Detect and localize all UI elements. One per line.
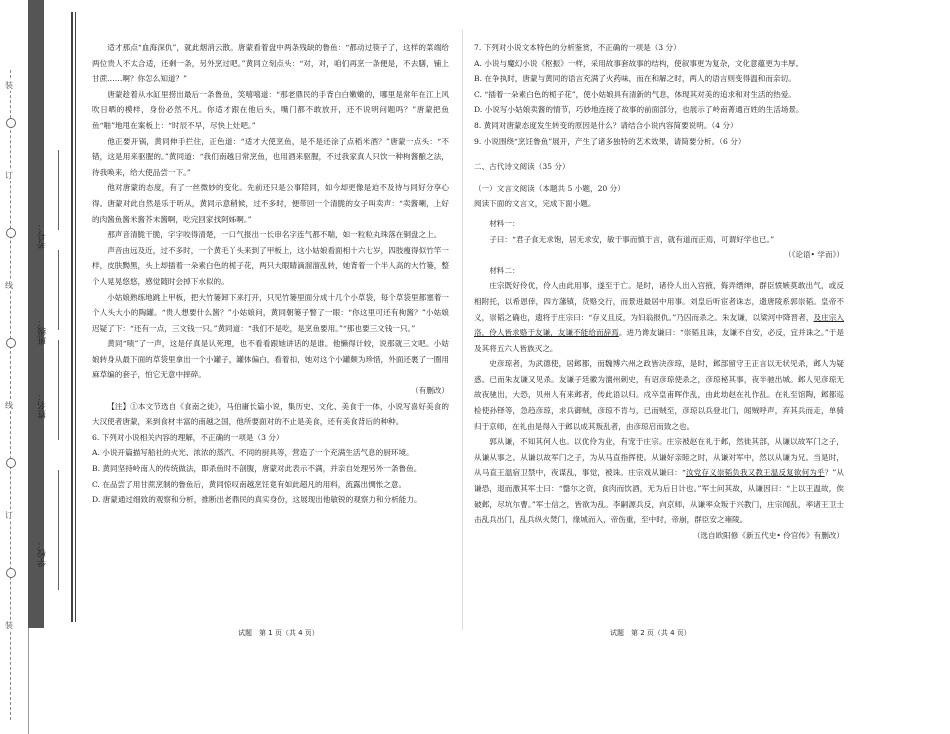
binding-bar — [28, 0, 44, 628]
class-field[interactable] — [58, 250, 59, 330]
frame-line — [75, 12, 76, 622]
subsection-title: （一）文言文阅读（本题共 5 小题，20 分） — [474, 183, 625, 193]
underlined-sentence: 汝党存义崇韬负我又教王温反复欲何为乎 — [685, 468, 825, 478]
school-label: 学校： — [38, 540, 48, 567]
material2-paragraph — [474, 278, 844, 356]
material2-paragraph — [474, 434, 844, 528]
paragraph-text: 庄宗既好伶优，伶人由此用事，遂至于亡。是时，诸伶人出入宫掖，侮弄缙绅，群臣愤嫉莫敢出气，或反相附托，以希恩倖，四方藩镇，货赂交行，而景进最居中用事。刘皇后听宦者诛志，遗唐陵系郭崇韬。皇帝不义，崇韬之确也，遗将于庄宗曰：“存义且反，为妇翁报仇。”乃囚而杀之。朱友谦，以梁河中降晋者， — [474, 281, 844, 322]
left-paragraph: 他正要开锅，黄同伸手拦住，正色道：“适才大使烹鱼，是不是还涂了点稻米酒？”唐蒙一点头：“不错，这是用来驱腥的。”黄同道：“我们南越日常烹鱼，也用酒来驱腥，不过我家真人只饮一种枸酱酿之法，待我唤来，给大使品尝一下。” — [92, 136, 449, 177]
left-paragraph: 【注】①本文节选自《食南之徒》，马伯庸长篇小说，集历史、文化、美食于一体，小说写喜好美食的大汉使者唐蒙，来到食材丰富的南越之国，他所要面对的不止是美食，还有美食背后的种种。 — [92, 401, 449, 427]
frame-line — [71, 12, 73, 622]
class-label: 班级： — [38, 318, 48, 345]
left-paragraph: 那声音清脆干脆，字字咬得清楚，一口气报出一长串名字连气都不喘，如一粒粒丸珠落在铜盘之上。 — [107, 230, 442, 240]
questions-7-9 — [474, 40, 844, 149]
question-line: D. 小说写小姑娘卖酱的情节，巧妙地连接了故事的前面部分，也展示了岭南菁通百姓的生活场景。 — [474, 105, 804, 115]
material1-source: （《论语• 学而》） — [783, 250, 844, 260]
page-footer-left: 试题 第 1 页（共 4 页） — [238, 629, 319, 637]
left-paragraph: C. 在品尝了用甘蔗烹制的鲁鱼后，黄同惊叹南越烹饪竟有如此超凡的用料，流露出惆怅之意。 — [92, 479, 407, 489]
binding-marker: 装 — [5, 81, 13, 90]
question-line: 7. 下列对小说文本特色的分析鉴赏，不正确的一项是（3 分） — [474, 43, 681, 52]
left-paragraph: B. 黄同坚持岭南人的传统做法，即杀鱼时不剖腹，唐蒙对此表示不满，并亲自处理另外一条鲁鱼。 — [92, 464, 422, 474]
binding-marker: 线 — [5, 401, 13, 410]
binding-hole — [6, 338, 16, 348]
left-paragraph: D. 唐蒙通过细致的观察和分析，推断出老鼎民的真实身份，这展现出他敏锐的观察力和分析能力。 — [92, 495, 422, 505]
paragraph-text: 。进乃谗友谦曰：“崇韬且诛，友谦不自安，必反，宜并诛之。”于是及其将五六人皆族灭之。 — [474, 328, 844, 353]
material2-paragraph — [474, 356, 844, 434]
left-column — [92, 40, 449, 508]
binding-hole — [6, 118, 16, 128]
material2-title: 材料二： — [489, 265, 520, 275]
material1-text: 子曰：“君子食无求饱，居无求安，敏于事而慎于言，就有道而正焉，可谓好学也已。” — [489, 234, 775, 244]
left-paragraph: A. 小说开篇描写船社的火光、浓浓的蒸汽、不同的厨具等，营造了一个充满生活气息的厨环境。 — [92, 448, 414, 458]
column-separator — [462, 30, 463, 630]
name-field[interactable] — [58, 340, 59, 440]
right-column — [474, 40, 844, 543]
underlined-sentence: 及庄宗入洛，伶人皆求赂于友谦，友谦不能给而辞焉 — [474, 312, 844, 338]
section-title: 二、古代诗文阅读（35 分） — [474, 162, 570, 172]
left-paragraph: 他对唐蒙的态度，有了一丝微妙的变化。先前还只是公事陪同，如今却更像是迫不及待与同好分享心得。唐蒙对此自然是乐于听从，黄同示意稍候，过不多时，便带回一个清脆的女子叫卖声：“卖酱喇，上好的肉酱鱼酱米酱芥末酱啊，吃完回家找阿姊啊。” — [92, 183, 449, 224]
page-footer-right: 试题 第 2 页（共 4 页） — [610, 629, 691, 637]
material2-source: （选自欧阳修《新五代史• 伶官传》有删改） — [692, 530, 844, 540]
left-paragraph: 唐蒙趁着从水缸里捞出最后一条鲁鱼，笑嘻嘻道：“那老鼎民的手背白白嫩嫩的，哪里是常年在江上风吹日晒的模样，身份必然不凡。你适才跟在他后头，嘴门都不敢放开，还不说明问题吗？”唐蒙把鱼鱼“啪”地甩在案板上：“时辰不早，尽快上灶吧。” — [92, 89, 449, 130]
paragraph-text: ？”从谦恐，退而激其军士曰：“罄尔之资，食肉而饮酒，无为后日计也。”军士问其故，从谦因曰：“上以王温故，俟破邺，尽坑尔曹。”军士信之，皆欲为乱。李嗣源兵反，向京师，从谦率众叛于兴教门，庄宗闻乱，率诸王卫士击乱兵出门，乱兵纵火焚门，缘城而入，帝伤重，至中时，帝崩，群臣安之雍陵。 — [474, 468, 844, 525]
question-line: C. “插着一朵素白色的栀子花”，使小姑娘具有清新的气息，体现其对美的追求和对生活的热爱。 — [474, 89, 796, 99]
left-paragraph: 适才那点“血海深仇”，就此烟消云散。唐蒙看着盘中两条残缺的鲁鱼：“都动过筷子了，这样的菜端给两位贵人不太合适，还剩一条，另外烹过吧。”黄同立刻点头：“对，对，咱们再烹一条便是，不去膳，铺上甘蔗……啊？你怎么知道？” — [92, 43, 449, 84]
binding-marker: 订 — [5, 171, 13, 180]
question-line: 9. 小说围绕“烹饪鲁鱼”展开，产生了诸多独特的艺术效果，请简要分析。（6 分） — [474, 136, 746, 146]
binding-line — [28, 628, 29, 734]
material2-body — [474, 278, 844, 528]
paragraph-text: 史彦琼者，为武德使，居邺都，而魏博六州之政皆决彦琼，是时，邺部留守王正言以无状见杀，邺人为疑惑。已而朱友谦又见杀。友谦子廷徽为澶州刺史，有诏彦琼使杀之，彦琼秘其事，夜半驰出城。邺人见彦琼无故夜驰出，大恐，贝州人有来邺者，传此语以归。戍卒皇甫晖作乱，由此劫赵在礼作乱。在礼至馆陶，邺都巡检使孙铎等，急趋彦琼，求兵御贼，彦琼不肯与，已而贼至，彦琼以兵登北门，闻贼呼声，弃其兵而走，单骑归于京师，在礼由是得入于邺以成其叛乱者，由彦琼启而致之也。 — [474, 359, 844, 431]
binding-margin — [0, 0, 92, 734]
binding-marker: 订 — [5, 511, 13, 520]
exam-number-label: 考号： — [38, 222, 48, 249]
left-paragraph: 黄同“啧”了一声，这是仔真是认死理，也不看看跟她讲话的是谁。他懒得计较，说那就三文吧。小姑娘转身从最下面的草袋里拿出一个小罐子，罐体偏白，看着扣，她对这个小罐颇为珍惜，外面还裹了一圈用麻草编的套子，怕它无意中摔碎。 — [92, 339, 449, 380]
instruction: 阅读下面的文言文，完成下面小题。 — [474, 199, 596, 209]
question-line: A. 小说与魔幻小说《枢振》一样，采用故事套故事的结构，使叙事更为复杂，文化意蕴更为丰厚。 — [474, 58, 804, 68]
binding-marker: 装 — [5, 621, 13, 630]
name-label: 姓名： — [38, 392, 48, 419]
left-paragraph: 6. 下列对小说相关内容的理解，不正确的一项是（3 分） — [92, 432, 284, 442]
binding-hole — [6, 228, 16, 238]
question-line: B. 在争执时，唐蒙与黄同的语言充满了火药味，而在和解之时，两人的语言则变得温和而亲切。 — [474, 74, 796, 84]
exam-number-field[interactable] — [58, 150, 59, 230]
school-field[interactable] — [58, 470, 59, 590]
paragraph-text: 郭从谦，不知其何人也。以优伶为业，有宠于庄宗。庄宗被赵在礼于邺，然徙其部，从谦以故军门之子，从谦从事之。从谦以故军门之子，为从马直指挥使。从谦好亲睦之时，从谦对军中，然以从谦为兄。当是时，从马直王温宿卫禁中，夜谋乱，事觉，被诛。庄宗戏从谦曰：“ — [474, 437, 844, 478]
binding-hole — [6, 458, 16, 468]
material1-title: 材料一： — [489, 218, 520, 228]
binding-marker: 线 — [5, 281, 13, 290]
left-paragraph: 小姑娘熟练地跳上甲板，把大竹篓卸下来打开，只见竹篓里面分成十几个小草袋，每个草袋里都塞着一个人头大小的陶罐。“贵人想要什么酱？”小姑娘问，黄同朝篓子瞥了一眼：“你这里可还有枸酱？”小姑娘迟疑了下：“还有一点，三文钱一只。”黄同道：“我们不是吃，是烹鱼要用。”“那也要三文钱一只。” — [92, 292, 449, 333]
left-paragraph: （有删改） — [411, 386, 449, 396]
left-paragraph: 声音由远及近，过不多时，一个黄毛丫头来到了甲板上，这小姑娘看面相十六七岁，四肢瘦得似竹竿一样，皮肤黝黑，头上却插着一朵素白色的栀子花，两只大眼睛滴溜溜乱转，她背着一个半人高的大竹篓，整个人晃晃悠悠，感觉随时会掉下水似的。 — [92, 245, 449, 286]
binding-hole — [6, 568, 16, 578]
question-line: 8. 黄同对唐蒙态度发生转变的原因是什么？请结合小说内容简要说明。（4 分） — [474, 120, 738, 130]
